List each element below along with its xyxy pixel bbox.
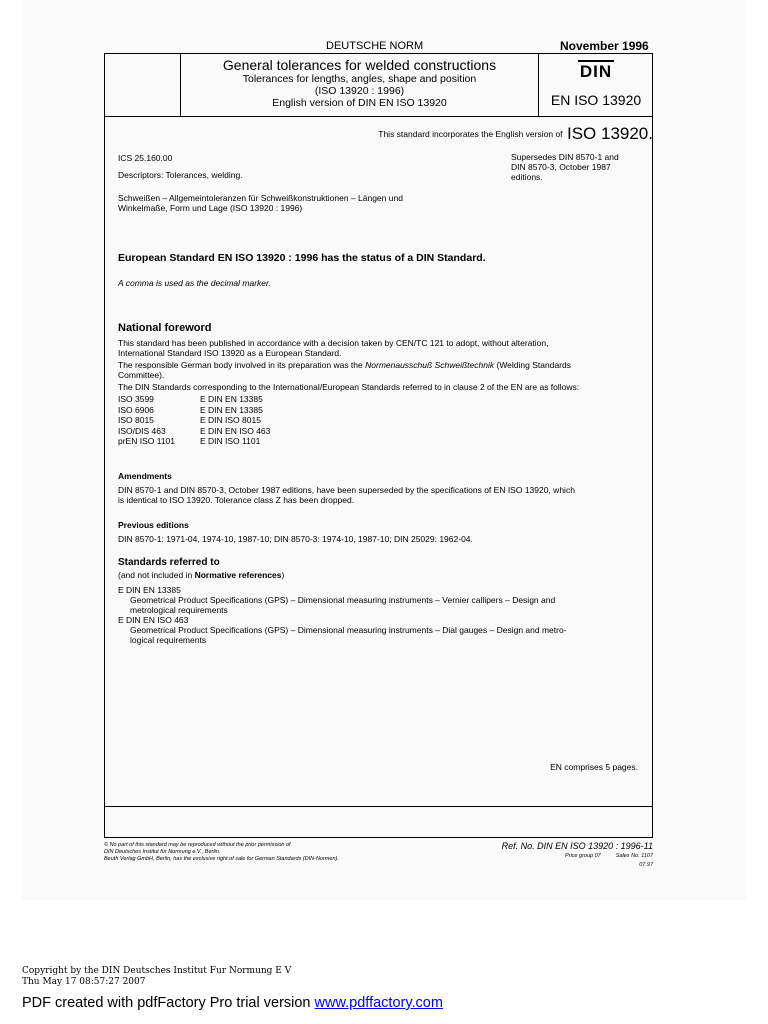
referred-list	[118, 585, 643, 645]
copyright-stamp	[22, 966, 291, 988]
din-ref: E DIN ISO 8015	[200, 415, 261, 425]
pdf-banner-text: PDF created with pdfFactory Pro trial version	[22, 995, 311, 1011]
referred-desc: metrological requirements	[130, 605, 228, 615]
supersedes-note	[511, 152, 619, 182]
foreword-heading: National foreword	[118, 322, 212, 334]
price-group: Price group 07	[564, 853, 601, 859]
din-ref: E DIN ISO 1101	[200, 436, 261, 446]
ics-code: ICS 25.160.00	[118, 153, 173, 163]
iso-ref: ISO 8015	[118, 415, 154, 425]
table-row	[118, 394, 270, 405]
referred-code: E DIN EN ISO 463	[118, 615, 189, 625]
referred-desc: Geometrical Product Specifications (GPS) – Dimensional measuring instruments – Vernier callipers – Design and	[130, 595, 556, 605]
standard-number: EN ISO 13920	[550, 92, 642, 108]
footer-code: 07.97	[639, 862, 653, 868]
foreword-line: The DIN Standards corresponding to the International/European Standards referred to in clause 2 of the EN are as follows:	[118, 382, 580, 392]
table-row	[118, 405, 270, 416]
supersedes-line: Supersedes DIN 8570-1 and	[511, 152, 619, 162]
amendments-line: is identical to ISO 13920. Tolerance class Z has been dropped.	[118, 495, 355, 505]
incorporates-text: This standard incorporates the English version of	[378, 129, 563, 139]
decimal-note: A comma is used as the decimal marker.	[118, 278, 271, 288]
foreword-line	[118, 360, 648, 370]
foreword-line: This standard has been published in accordance with a decision taken by CEN/TC 121 to adopt, without alteration,	[118, 338, 549, 348]
copyright-timestamp: Thu May 17 08:57:27 2007	[22, 977, 146, 987]
pdf-banner	[22, 995, 443, 1011]
german-title	[118, 193, 403, 213]
status-statement: European Standard EN ISO 13920 : 1996 has the status of a DIN Standard.	[118, 252, 486, 264]
referred-sub-text: )	[281, 570, 285, 580]
iso-ref: prEN ISO 1101	[118, 436, 176, 446]
norm-label: DEUTSCHE NORM	[326, 40, 424, 52]
din-logo-text: DIN	[579, 62, 613, 81]
iso-ref: ISO/DIS 463	[118, 425, 166, 436]
subtitle-line: Tolerances for lengths, angles, shape and position	[242, 73, 477, 85]
footer-line: DIN Deutsches Institut für Normung e.V., Berlin.	[104, 849, 221, 855]
referred-code: E DIN EN 13385	[118, 585, 181, 595]
amendments-line: DIN 8570-1 and DIN 8570-3, October 1987 editions, have been superseded by the specifications of EN ISO 13920, which	[118, 485, 575, 495]
referred-subheading	[118, 570, 284, 580]
din-ref: E DIN EN ISO 463	[200, 425, 271, 436]
main-title: General tolerances for welded constructions	[222, 57, 497, 73]
table-row	[118, 426, 270, 437]
iso-ref: ISO 6906	[118, 404, 154, 415]
table-row	[118, 415, 270, 426]
descriptors: Descriptors: Tolerances, welding.	[118, 170, 243, 180]
committee-name: Normenausschuß Schweißtechnik	[365, 360, 495, 370]
iso-ref: ISO 3599	[118, 394, 154, 404]
foreword-text: (Welding Standards	[496, 360, 571, 370]
footer-copyright-notice	[104, 842, 339, 863]
price-info	[420, 853, 653, 860]
din-ref: E DIN EN 13385	[200, 394, 263, 404]
foreword-line: International Standard ISO 13920 as a European Standard.	[118, 348, 342, 358]
din-ref: E DIN EN 13385	[200, 404, 263, 415]
incorporates-line	[300, 124, 653, 144]
footer-line: © No part of this standard may be reproduced without the prior permission of	[104, 842, 291, 848]
publication-date: November 1996	[560, 39, 649, 53]
bottom-rule	[104, 806, 653, 807]
foreword-line: Committee).	[118, 370, 165, 380]
foreword-body	[118, 338, 648, 392]
subtitle-english-version: English version of DIN EN ISO 13920	[272, 97, 447, 109]
previous-heading: Previous editions	[118, 520, 189, 530]
title-bottom-rule	[104, 116, 653, 117]
referred-sub-bold: Normative references	[194, 570, 282, 580]
footer-line: Beuth Verlag GmbH, Berlin, has the exclusive right of sale for German Standards (DIN-Normen).	[104, 856, 339, 862]
foreword-text: The responsible German body involved in its preparation was the	[118, 360, 363, 370]
copyright-line: Copyright by the DIN Deutsches Institut Fur Normung E V	[22, 966, 292, 976]
sales-number: Sales No. 1107	[615, 853, 653, 859]
referred-sub-text: (and not included in	[118, 570, 193, 580]
previous-text: DIN 8570-1: 1971-04, 1974-10, 1987-10; DIN 8570-3: 1974-10, 1987-10; DIN 25029: 1962-04.	[118, 534, 473, 544]
supersedes-line: DIN 8570-3, October 1987	[511, 162, 611, 172]
referred-heading: Standards referred to	[118, 557, 220, 568]
supersedes-line: editions.	[511, 172, 543, 182]
din-logo	[539, 60, 653, 82]
referred-desc: Geometrical Product Specifications (GPS) – Dimensional measuring instruments – Dial gauges – Design and metro-	[130, 625, 567, 635]
pdffactory-link[interactable]: www.pdffactory.com	[314, 995, 443, 1011]
subtitle-iso: (ISO 13920 : 1996)	[314, 85, 405, 97]
german-title-line: Winkelmaße, Form und Lage (ISO 13920 : 1996)	[118, 203, 303, 213]
amendments-heading: Amendments	[118, 471, 172, 481]
table-row	[118, 436, 270, 447]
german-title-line: Schweißen – Allgemeintoleranzen für Schweißkonstruktionen – Längen und	[118, 193, 403, 203]
pages-note: EN comprises 5 pages.	[550, 762, 638, 772]
reference-number: Ref. No. DIN EN ISO 13920 : 1996-11	[501, 841, 653, 851]
incorporates-iso: ISO 13920.	[566, 124, 653, 143]
referred-desc: logical requirements	[130, 635, 207, 645]
amendments-text	[118, 485, 648, 505]
reference-table	[118, 394, 270, 447]
